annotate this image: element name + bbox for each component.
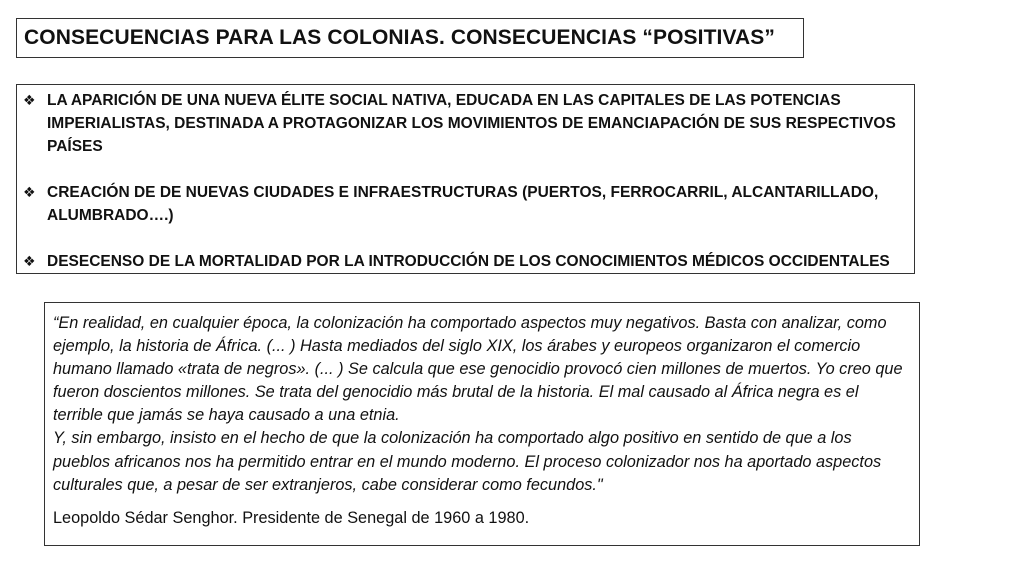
diamond-bullet-icon: ❖ xyxy=(23,184,36,200)
diamond-bullet-icon: ❖ xyxy=(23,92,36,108)
bullet-list-box xyxy=(16,84,915,274)
bullet-item xyxy=(23,181,907,227)
bullet-text: CREACIÓN DE DE NUEVAS CIUDADES E INFRAESTRUCTURAS (PUERTOS, FERROCARRIL, ALCANTARILLADO, ALUMBRADO….) xyxy=(47,184,879,224)
quote-paragraph: “En realidad, en cualquier época, la colonización ha comportado aspectos muy negativos. Basta con analizar, como ejemplo, la historia de África. (... ) Hasta mediados del siglo XIX, los árabes y europeos organizaron el comercio humano llamado «trata de negros». (... ) Se calcula que ese genocidio provocó cien millones de muertos. Yo creo que fueron doscientos millones. Se trata del genocidio más brutal de la historia. El mal causado al África negra es el terrible que jamás se haya causado a una etnia. xyxy=(53,314,903,425)
diamond-bullet-icon: ❖ xyxy=(23,253,36,269)
bullet-text: LA APARICIÓN DE UNA NUEVA ÉLITE SOCIAL NATIVA, EDUCADA EN LAS CAPITALES DE LAS POTENCIAS IMPERIALISTAS, DESTINADA A PROTAGONIZAR LOS MOVIMIENTOS DE EMANCIAPACIÓN DE SUS RESPECTIVOS PAÍSES xyxy=(47,92,896,155)
quote-paragraph: Y, sin embargo, insisto en el hecho de que la colonización ha comportado algo positivo en sentido de que a los pueblos africanos nos ha permitido entrar en el mundo moderno. El proceso colonizador nos ha aportado aspectos culturales que, a pesar de ser extranjeros, cabe considerar como fecundos." xyxy=(53,429,882,494)
bullet-text: DESECENSO DE LA MORTALIDAD POR LA INTRODUCCIÓN DE LOS CONOCIMIENTOS MÉDICOS OCCIDENTALES xyxy=(47,253,890,270)
bullet-item xyxy=(23,89,907,158)
quote-author: Leopoldo Sédar Senghor. Presidente de Senegal de 1960 a 1980. xyxy=(53,508,530,527)
quote xyxy=(53,312,911,530)
page-title: CONSECUENCIAS PARA LAS COLONIAS. CONSECUENCIAS “POSITIVAS” xyxy=(24,26,775,49)
quote-box xyxy=(44,302,920,546)
bullet-item xyxy=(23,250,907,273)
title-box xyxy=(16,18,804,58)
